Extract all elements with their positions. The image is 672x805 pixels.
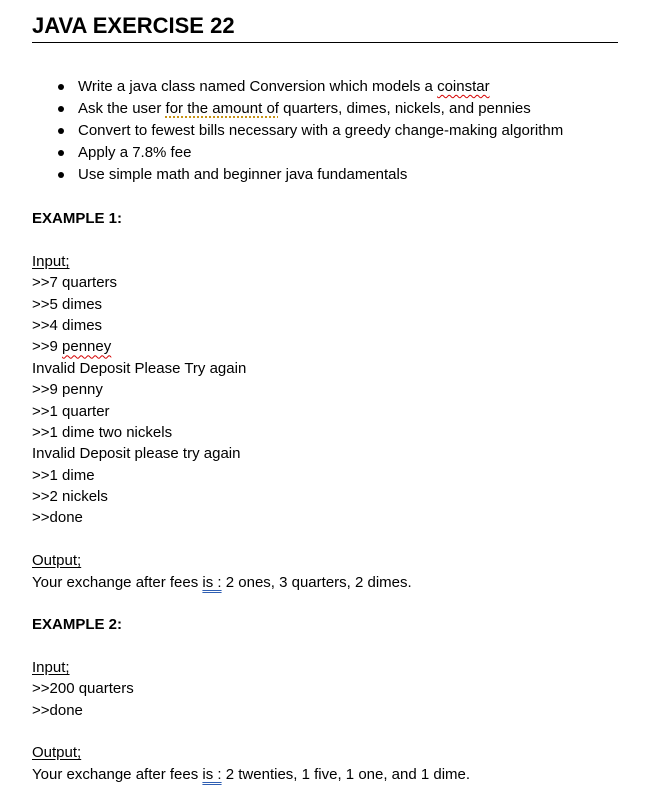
spelling-flagged-word[interactable]: penney <box>62 338 112 356</box>
input-line: >>200 quarters <box>32 680 134 698</box>
requirements-list <box>58 76 563 186</box>
style-flagged-phrase[interactable]: is : <box>202 765 222 783</box>
example-1-output-text: Your exchange after fees is : 2 ones, 3 quarters, 2 dimes. <box>32 573 412 591</box>
input-line: >>1 dime <box>32 466 95 484</box>
input-line: Invalid Deposit Please Try again <box>32 359 247 377</box>
input-line: >>done <box>32 701 83 719</box>
requirement-item: Write a java class named Conversion which models a coinstar <box>58 76 563 98</box>
input-line: >>done <box>32 509 83 527</box>
example-2-output-label: Output; <box>32 744 82 762</box>
bullet-icon <box>58 128 64 134</box>
example-1-input-label: Input; <box>32 252 70 270</box>
input-line: >>9 penny <box>32 381 103 399</box>
spacer <box>32 635 470 656</box>
bullet-icon <box>58 106 64 112</box>
input-line: >>9 penney <box>32 338 112 356</box>
input-line: >>7 quarters <box>32 274 118 292</box>
example-2-output-text: Your exchange after fees is : 2 twenties, 1 five, 1 one, and 1 dime. <box>32 765 471 783</box>
bullet-icon <box>58 84 64 90</box>
example-1-output-label: Output; <box>32 552 82 570</box>
page-title: JAVA EXERCISE 22 <box>32 13 235 38</box>
spelling-flagged-word[interactable]: coinstar <box>437 78 490 95</box>
input-line: >>5 dimes <box>32 295 103 313</box>
input-line: >>2 nickels <box>32 488 108 506</box>
example-1-heading: EXAMPLE 1: <box>32 210 123 227</box>
spacer <box>32 229 412 250</box>
title-underline-rule <box>32 42 618 43</box>
input-line: >>1 dime two nickels <box>32 423 173 441</box>
spacer <box>32 721 470 742</box>
requirement-item: Ask the user for the amount of quarters, dimes, nickels, and pennies <box>58 98 563 120</box>
bullet-icon <box>58 150 64 156</box>
requirement-item: Use simple math and beginner java fundamentals <box>58 164 563 186</box>
requirement-item: Apply a 7.8% fee <box>58 142 563 164</box>
example-2-heading: EXAMPLE 2: <box>32 616 123 633</box>
spacer <box>32 529 412 550</box>
input-line: >>1 quarter <box>32 402 110 420</box>
example-2-section <box>32 614 470 785</box>
grammar-flagged-phrase[interactable]: for the amount of <box>165 100 279 117</box>
example-2-input-label: Input; <box>32 658 70 676</box>
example-1-section <box>32 208 412 593</box>
requirement-item: Convert to fewest bills necessary with a greedy change-making algorithm <box>58 120 563 142</box>
input-line: Invalid Deposit please try again <box>32 445 241 463</box>
input-line: >>4 dimes <box>32 316 103 334</box>
bullet-icon <box>58 172 64 178</box>
style-flagged-phrase[interactable]: is : <box>202 573 222 591</box>
